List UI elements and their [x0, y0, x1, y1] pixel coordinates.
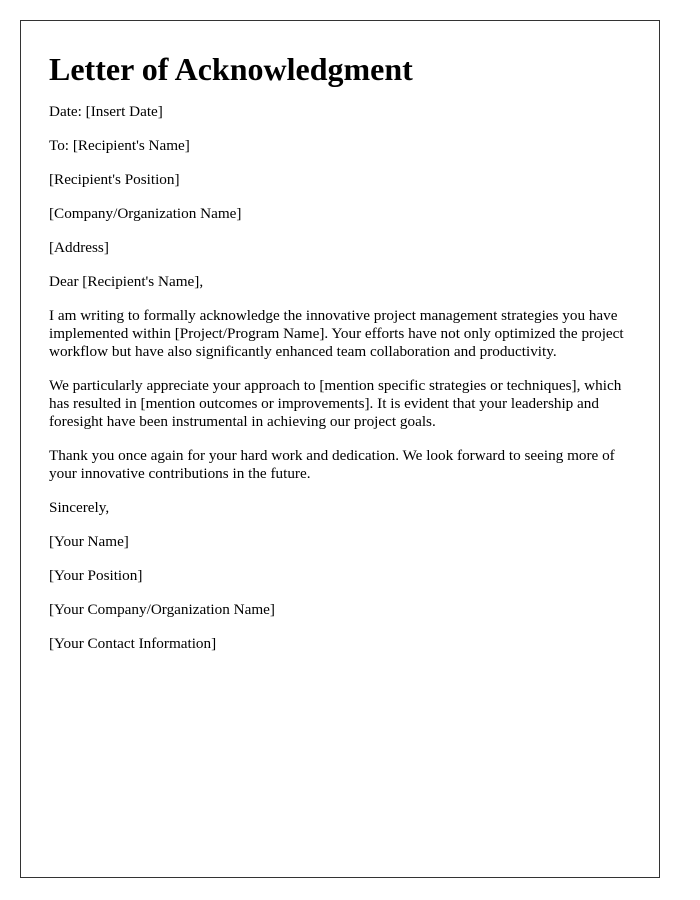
body-paragraph: Thank you once again for your hard work and dedication. We look forward to seeing more of your innovative contributions in the future. — [49, 447, 615, 482]
sender-position-line: [Your Position] — [49, 567, 143, 584]
letter-content — [49, 49, 635, 669]
closing: Sincerely, — [49, 499, 110, 516]
recipient-company-line: [Company/Organization Name] — [49, 205, 242, 222]
letter-page — [20, 20, 660, 878]
sender-contact-line: [Your Contact Information] — [49, 635, 217, 652]
body-paragraph: We particularly appreciate your approach to [mention specific strategies or techniques], which has resulted in [mention outcomes or improvements]. It is evident that your leadership and foresight have been instrumental in achieving our project goals. — [49, 377, 622, 430]
date-line: Date: [Insert Date] — [49, 103, 163, 120]
letter-title: Letter of Acknowledgment — [49, 51, 413, 87]
recipient-address-line: [Address] — [49, 239, 109, 256]
recipient-name-line: To: [Recipient's Name] — [49, 137, 190, 154]
body-paragraph: I am writing to formally acknowledge the innovative project management strategies you have implemented within [Project/Program Name]. Your efforts have not only optimized the project workflow but have also significantly enhanced team collaboration and productivity. — [49, 307, 624, 360]
sender-company-line: [Your Company/Organization Name] — [49, 601, 275, 618]
salutation: Dear [Recipient's Name], — [49, 273, 204, 290]
sender-name-line: [Your Name] — [49, 533, 129, 550]
recipient-position-line: [Recipient's Position] — [49, 171, 180, 188]
